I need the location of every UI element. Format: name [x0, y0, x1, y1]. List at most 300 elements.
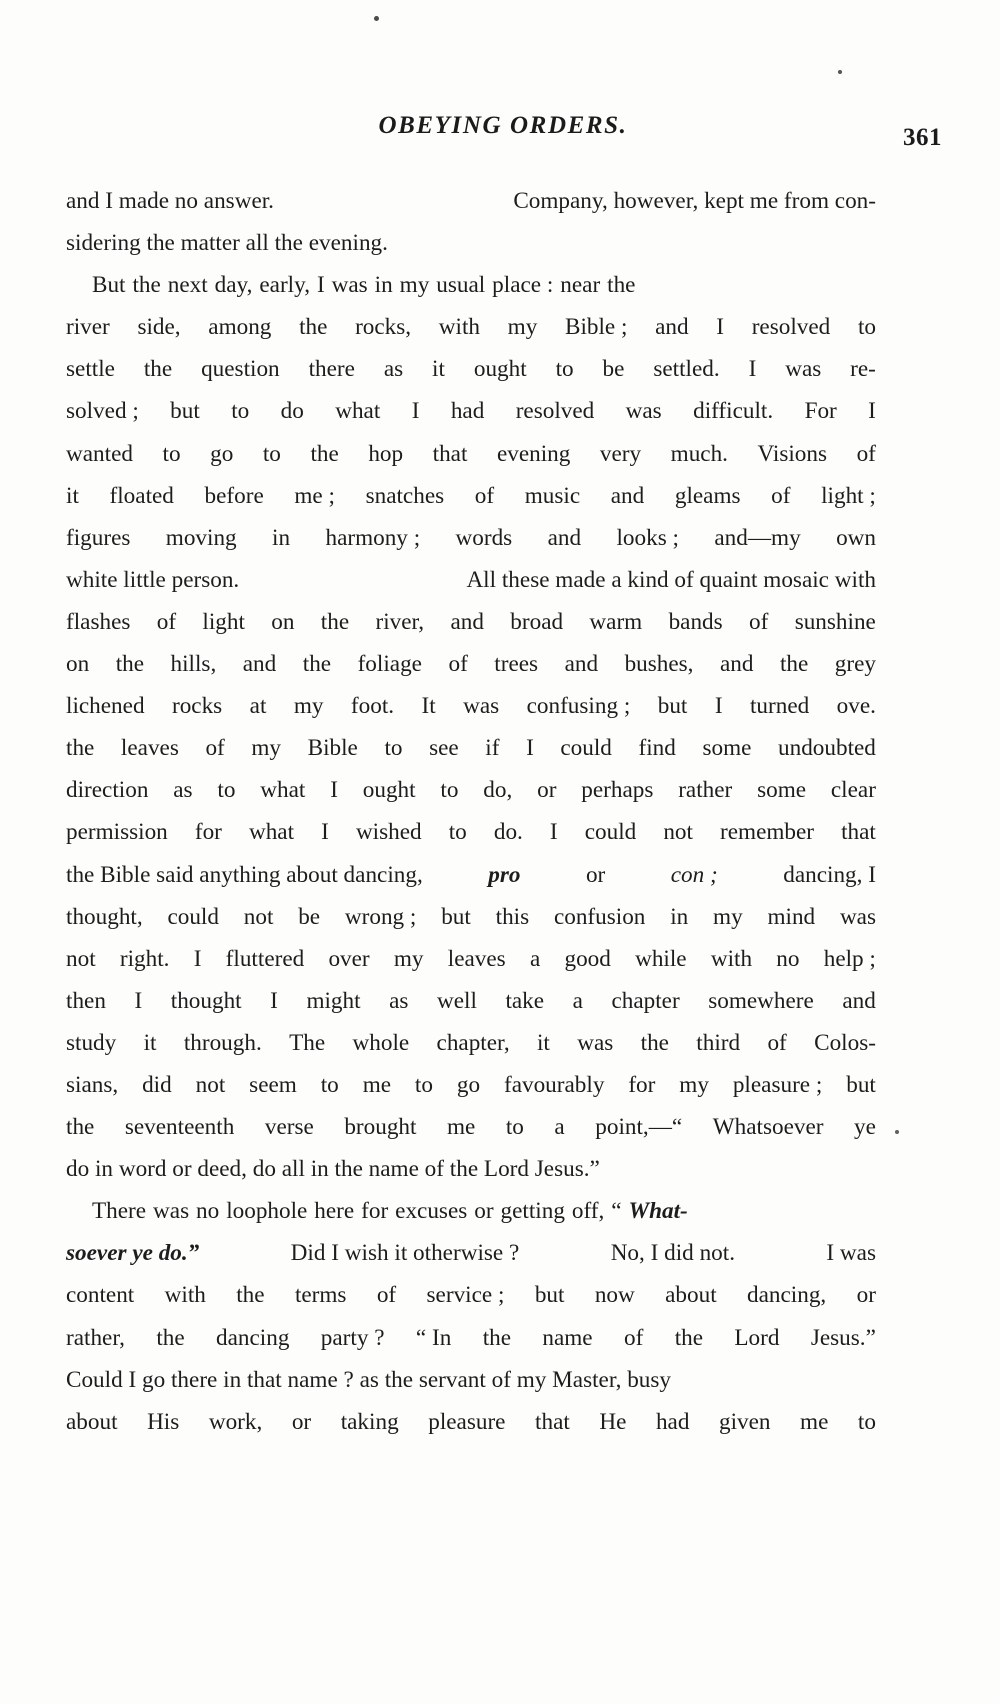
line-word: had — [655, 1408, 690, 1435]
line-word: The — [289, 1029, 326, 1056]
line-word: I — [321, 819, 329, 846]
line-word: sunshine — [794, 608, 876, 635]
line-word: re- — [850, 356, 876, 383]
line-word: I — [316, 272, 325, 299]
line-word: There — [92, 1198, 147, 1225]
text-line — [66, 475, 876, 517]
line-word: I — [868, 398, 876, 425]
line-word: the — [310, 440, 339, 467]
line-word: No, I did not. — [610, 1240, 735, 1267]
line-word: direction — [66, 777, 149, 804]
line-word: be — [602, 356, 625, 383]
line-word: to — [440, 777, 459, 804]
line-word: excuses — [395, 1198, 468, 1225]
line-word: looks ; — [616, 524, 679, 551]
line-word: but — [846, 1071, 876, 1098]
line-word: not — [195, 1071, 226, 1098]
text-line — [66, 727, 876, 769]
line-word: trees — [494, 651, 539, 678]
line-word: but — [170, 398, 200, 425]
line-word: was — [625, 398, 662, 425]
line-word: hop — [368, 440, 404, 467]
line-word: did — [142, 1071, 172, 1098]
line-word: His — [147, 1408, 180, 1435]
line-word: of — [474, 482, 495, 509]
line-word: my — [251, 735, 282, 762]
line-word: and — [719, 651, 754, 678]
line-word: could — [167, 903, 219, 930]
line-word: foliage — [357, 651, 422, 678]
line-word: party ? — [320, 1324, 385, 1351]
line-word: I — [714, 693, 723, 720]
line-word: the — [674, 1324, 704, 1351]
line-word: confusion — [553, 903, 646, 930]
line-word: to — [857, 1408, 876, 1435]
line-word: Visions — [757, 440, 828, 467]
line-word: not — [243, 903, 274, 930]
line-word: dancing — [216, 1324, 290, 1351]
line-word: brought — [344, 1114, 417, 1141]
line-word: to — [231, 398, 250, 425]
line-word: Did I wish it otherwise ? — [290, 1240, 520, 1267]
page-body — [66, 180, 876, 1443]
line-word: I — [330, 777, 338, 804]
line-word: “ In — [415, 1324, 452, 1351]
line-word: a — [554, 1114, 565, 1141]
line-word: “ — [611, 1198, 622, 1225]
line-word: the — [299, 314, 328, 341]
line-word: the — [143, 356, 173, 383]
line-word: no — [776, 945, 800, 972]
line-word: rather, — [66, 1324, 125, 1351]
line-word: I — [716, 314, 725, 341]
line-word: near — [560, 272, 601, 299]
line-word: and — [547, 524, 582, 551]
line-word: wrong ; — [344, 903, 417, 930]
line-word: do. — [493, 819, 523, 846]
line-word: to — [857, 314, 876, 341]
text-line — [66, 1359, 876, 1401]
line-word: on — [66, 651, 90, 678]
line-word: or — [585, 861, 606, 888]
line-word: foot. — [350, 693, 395, 720]
line-word: taking — [340, 1408, 399, 1435]
line-word: sidering the matter all the evening. — [66, 230, 388, 257]
line-word: of — [767, 1029, 787, 1056]
line-word: do, — [483, 777, 513, 804]
text-line — [66, 433, 876, 475]
line-word: for — [194, 819, 222, 846]
line-word: me — [800, 1408, 829, 1435]
line-word: remember — [720, 819, 815, 846]
line-word: might — [306, 987, 361, 1014]
line-word-italic: What- — [628, 1198, 688, 1225]
line-word: go — [456, 1071, 481, 1098]
line-word: do — [280, 398, 304, 425]
line-word: ought — [473, 356, 527, 383]
line-word: white little person. — [66, 566, 240, 593]
line-word: the — [132, 272, 161, 299]
text-line — [66, 1274, 876, 1316]
line-word: the — [156, 1324, 185, 1351]
line-word: solved ; — [66, 398, 139, 425]
line-word: that — [841, 819, 876, 846]
line-word: as — [389, 987, 409, 1014]
line-word: words — [455, 524, 513, 551]
line-word: or — [291, 1408, 312, 1435]
line-word: as — [383, 356, 404, 383]
running-head: OBEYING ORDERS. — [378, 112, 628, 139]
line-word: could — [560, 735, 612, 762]
text-line — [66, 938, 876, 980]
line-word: at — [249, 693, 267, 720]
line-word: the — [779, 651, 809, 678]
line-word: no — [196, 1198, 220, 1225]
line-word: with — [710, 945, 753, 972]
line-word: wanted — [66, 440, 133, 467]
text-line — [66, 854, 876, 896]
line-word: moving — [165, 524, 237, 551]
text-line — [66, 559, 876, 601]
line-word: to — [162, 440, 181, 467]
line-word: well — [436, 987, 477, 1014]
line-word: floated — [109, 482, 174, 509]
line-word: help ; — [823, 945, 876, 972]
line-word: some — [757, 777, 807, 804]
text-line — [66, 1148, 876, 1190]
line-word: Lord — [734, 1324, 780, 1351]
line-word: take — [505, 987, 545, 1014]
line-word: Company, however, kept me from con- — [513, 188, 876, 214]
line-word: Whatsoever — [712, 1114, 824, 1141]
text-line — [66, 390, 876, 432]
line-word: of — [856, 440, 876, 467]
line-word: some — [702, 735, 752, 762]
line-word: the — [640, 1029, 669, 1056]
text-line — [66, 1022, 876, 1064]
line-word: thought — [170, 987, 242, 1014]
line-word: sians, — [66, 1071, 119, 1098]
line-word: of — [771, 482, 791, 509]
line-word: turned — [749, 693, 810, 720]
line-word: point,—“ — [595, 1114, 683, 1141]
line-word: to — [320, 1071, 339, 1098]
line-word: to — [448, 819, 467, 846]
line-word: find — [638, 735, 676, 762]
text-line — [66, 306, 876, 348]
line-word: over — [328, 945, 370, 972]
text-line — [66, 980, 876, 1022]
line-word: while — [635, 945, 687, 972]
line-word: early, — [259, 272, 310, 299]
line-word: wished — [355, 819, 422, 846]
line-word: or — [537, 777, 557, 804]
line-word: It — [421, 693, 436, 720]
line-word: among — [208, 314, 272, 341]
line-word: content — [66, 1282, 135, 1309]
line-word: that — [432, 440, 468, 467]
line-word: me — [362, 1071, 392, 1098]
line-word: Jesus.” — [810, 1324, 876, 1351]
page-header — [64, 112, 942, 152]
line-word: clear — [830, 777, 876, 804]
line-word: fluttered — [225, 945, 305, 972]
line-word: with — [438, 314, 480, 341]
line-word: third — [696, 1029, 741, 1056]
line-word: usual — [436, 272, 486, 299]
text-line — [66, 1106, 876, 1148]
line-word: getting — [500, 1198, 565, 1225]
line-word: warm — [589, 608, 643, 635]
line-word: of — [376, 1282, 397, 1309]
line-word: the — [607, 272, 636, 299]
text-line — [66, 601, 876, 643]
text-line — [66, 1401, 876, 1443]
text-line — [66, 1190, 876, 1232]
line-word: Bible — [307, 735, 358, 762]
line-word: and—my — [714, 524, 801, 551]
line-word: was — [153, 1198, 190, 1225]
line-word: I — [270, 987, 278, 1014]
line-word: the — [66, 735, 95, 762]
line-word: in — [272, 524, 291, 551]
line-word: for — [361, 1198, 389, 1225]
line-word: could — [584, 819, 637, 846]
text-line — [66, 1317, 876, 1359]
line-word: my — [399, 272, 430, 299]
line-word: rather — [678, 777, 733, 804]
line-word: study — [66, 1029, 117, 1056]
line-word: to — [217, 777, 236, 804]
line-word: to — [555, 356, 574, 383]
line-word: now — [594, 1282, 635, 1309]
line-word: confusing ; — [526, 693, 631, 720]
ink-speck-right-icon — [838, 70, 842, 74]
line-word: my — [713, 903, 743, 930]
line-word: or — [474, 1198, 494, 1225]
line-word: do in word or deed, do all in the name of the Lord Jesus.” — [66, 1156, 600, 1183]
line-word: a — [529, 945, 541, 972]
line-word: given — [718, 1408, 771, 1435]
line-word: and — [242, 651, 277, 678]
line-word: I — [193, 945, 202, 972]
line-word: I — [549, 819, 558, 846]
line-word: figures — [66, 524, 131, 551]
line-word: good — [564, 945, 611, 972]
line-word: broad — [510, 608, 564, 635]
line-word: here — [314, 1198, 355, 1225]
line-word: perhaps — [581, 777, 654, 804]
line-word: in — [670, 903, 689, 930]
line-word: had — [450, 398, 485, 425]
line-word: to — [414, 1071, 433, 1098]
line-word: my — [393, 945, 424, 972]
line-word: through. — [183, 1029, 262, 1056]
line-word: river — [66, 314, 110, 341]
line-word: see — [429, 735, 459, 762]
line-word: not — [66, 945, 96, 972]
line-word: bands — [668, 608, 723, 635]
line-word: somewhere — [708, 987, 814, 1014]
line-word: rocks, — [355, 314, 412, 341]
text-line — [66, 643, 876, 685]
line-word: my — [679, 1071, 709, 1098]
line-word: and — [610, 482, 645, 509]
line-word: as — [173, 777, 193, 804]
line-word: and I made no answer. — [66, 188, 274, 214]
line-word: hills, — [170, 651, 217, 678]
line-word: own — [836, 524, 876, 551]
line-word: terms — [294, 1282, 347, 1309]
line-word: I — [526, 735, 534, 762]
line-word: or — [856, 1282, 876, 1309]
line-word: difficult. — [693, 398, 774, 425]
line-word: what — [335, 398, 381, 425]
line-word: undoubted — [778, 735, 876, 762]
text-line — [66, 180, 876, 222]
line-word: place : — [492, 272, 554, 299]
line-word: resolved — [751, 314, 831, 341]
line-word: was — [577, 1029, 614, 1056]
line-word: lichened — [66, 693, 145, 720]
line-word: was — [463, 693, 500, 720]
line-word: the — [115, 651, 145, 678]
line-word: seem — [249, 1071, 297, 1098]
line-word: work, — [208, 1408, 263, 1435]
ink-speck-lower-right-icon — [895, 1130, 899, 1134]
line-word: Colos- — [814, 1029, 876, 1056]
paragraph — [66, 264, 876, 1190]
line-word: of — [623, 1324, 644, 1351]
line-word: but — [534, 1282, 565, 1309]
line-word: snatches — [365, 482, 445, 509]
line-word: and — [564, 651, 599, 678]
line-word: mind — [767, 903, 816, 930]
line-word: chapter — [611, 987, 680, 1014]
line-word: there — [308, 356, 355, 383]
line-word: it — [536, 1029, 550, 1056]
text-line — [66, 264, 876, 306]
line-word: He — [599, 1408, 627, 1435]
line-word: it — [66, 482, 79, 509]
line-word: settle — [66, 356, 115, 383]
line-word: I — [748, 356, 757, 383]
line-word: and — [450, 608, 484, 635]
line-word: it — [432, 356, 445, 383]
line-word: For — [804, 398, 837, 425]
line-word: grey — [834, 651, 876, 678]
line-word: flashes — [66, 608, 131, 635]
line-word: ye — [854, 1114, 876, 1141]
line-word: the — [482, 1324, 512, 1351]
text-line — [66, 517, 876, 559]
line-word: much. — [670, 440, 728, 467]
paragraph — [66, 1190, 876, 1443]
line-word: what — [248, 819, 295, 846]
line-word: if — [485, 735, 500, 762]
line-word: chapter, — [436, 1029, 510, 1056]
line-word: music — [524, 482, 581, 509]
line-word: this — [495, 903, 530, 930]
line-word: I — [134, 987, 143, 1014]
line-word: of — [156, 608, 177, 635]
line-word: of — [205, 735, 225, 762]
text-line — [66, 685, 876, 727]
line-word: was — [331, 272, 368, 299]
line-word: next — [167, 272, 208, 299]
line-word: was — [785, 356, 822, 383]
line-word: me — [446, 1114, 476, 1141]
line-word: light — [202, 608, 245, 635]
line-word: the — [320, 608, 350, 635]
line-word: leaves — [120, 735, 179, 762]
line-word: for — [628, 1071, 656, 1098]
line-word: I — [411, 398, 420, 425]
text-line — [66, 348, 876, 390]
line-word: side, — [137, 314, 181, 341]
line-word: the — [236, 1282, 265, 1309]
text-line — [66, 896, 876, 938]
line-word: but — [657, 693, 688, 720]
line-word: and — [655, 314, 689, 341]
ink-speck-top-icon — [374, 16, 379, 21]
line-word: name — [542, 1324, 593, 1351]
line-word: service ; — [426, 1282, 505, 1309]
line-word: All these made a kind of quaint mosaic with — [466, 566, 876, 593]
line-word: of — [749, 608, 769, 635]
line-word: the — [66, 1114, 95, 1141]
line-word: the Bible said anything about dancing, — [66, 861, 423, 888]
line-word: harmony ; — [325, 524, 421, 551]
line-word: my — [507, 314, 538, 341]
line-word-italic: pro — [488, 861, 521, 888]
line-word: right. — [119, 945, 170, 972]
line-word: But — [92, 272, 126, 299]
line-word: leaves — [447, 945, 506, 972]
line-word: pleasure — [428, 1408, 506, 1435]
text-line — [66, 769, 876, 811]
line-word: verse — [264, 1114, 314, 1141]
line-word: a — [572, 987, 583, 1014]
line-word: very — [599, 440, 642, 467]
line-word: to — [384, 735, 403, 762]
text-line — [66, 222, 876, 264]
line-word: loophole — [226, 1198, 308, 1225]
line-word: to — [262, 440, 281, 467]
line-word: evening — [496, 440, 571, 467]
line-word: favourably — [503, 1071, 605, 1098]
line-word: me ; — [294, 482, 335, 509]
line-word-italic: con ; — [670, 861, 718, 888]
line-word: be — [298, 903, 321, 930]
page-number: 361 — [903, 124, 942, 151]
line-word: it — [143, 1029, 157, 1056]
line-word: then — [66, 987, 106, 1014]
line-word: dancing, I — [783, 861, 876, 888]
line-word: permission — [66, 819, 168, 846]
line-word: dancing, — [747, 1282, 827, 1309]
line-word-italic: soever ye do.” — [66, 1240, 200, 1267]
line-word: not — [663, 819, 693, 846]
line-word: on — [271, 608, 295, 635]
line-word: rocks — [171, 693, 223, 720]
line-word: in — [374, 272, 393, 299]
line-word: whole — [352, 1029, 410, 1056]
line-word: Bible ; — [564, 314, 628, 341]
line-word: what — [260, 777, 306, 804]
line-word: off, — [571, 1198, 605, 1225]
line-word: ought — [362, 777, 416, 804]
